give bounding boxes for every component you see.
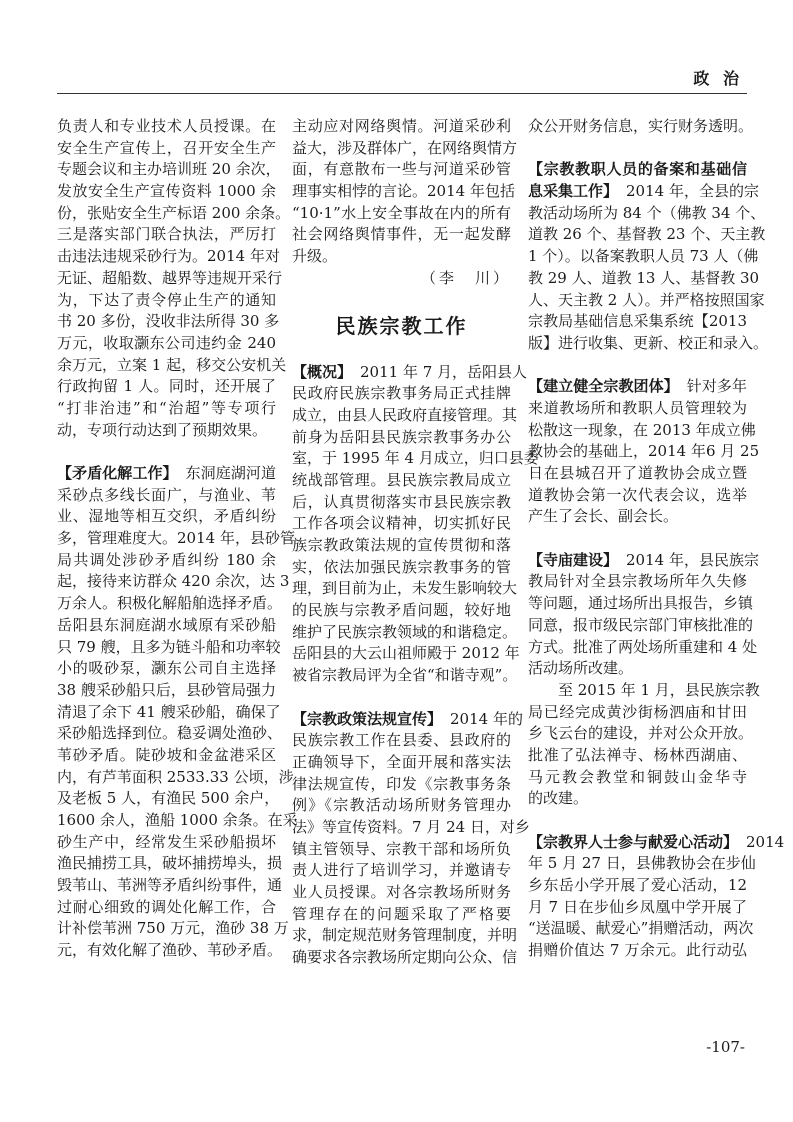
text-line: 民族宗教工作在县委、县政府的 bbox=[292, 731, 511, 750]
text-line: 业人员授课。对各宗教场所财务 bbox=[292, 883, 511, 901]
text-line: 确要求各宗教场所定期向公众、信 bbox=[292, 948, 518, 967]
paragraph-text: 2014 年，全县的宗 bbox=[626, 182, 759, 201]
paragraph-heading: 【宗教教职人员的备案和基础信 bbox=[528, 160, 747, 179]
paragraph-text: 2014 年的 bbox=[450, 709, 523, 728]
section-heading bbox=[292, 312, 511, 340]
text-line: 方式。批准了两处场所重建和 4 处 bbox=[528, 637, 758, 656]
paragraph bbox=[528, 680, 760, 810]
text-line: 后，认真贯彻落实市县民族宗教 bbox=[292, 492, 511, 511]
text-line: 人、天主教 2 人）。并严格按照国家 bbox=[528, 290, 765, 309]
paragraph bbox=[528, 159, 769, 354]
text-line: “打非治违”和“治超”等专项行 bbox=[57, 398, 276, 417]
text-line: 捐赠价值达 7 万余元。此行动弘 bbox=[528, 941, 747, 960]
text-line: 1600 余人，渔船 1000 余条。在采 bbox=[57, 811, 298, 829]
text-line: 为，下达了责令停止生产的通知 bbox=[57, 290, 276, 309]
text-line: 实，依法加强民族宗教事务的管 bbox=[292, 557, 511, 576]
text-line: 的民族与宗教矛盾问题，较好地 bbox=[292, 601, 511, 620]
text-line: 专题会议和主办培训班 20 余次， bbox=[57, 160, 281, 179]
text-line: 局共调处涉砂矛盾纠纷 180 余 bbox=[57, 550, 276, 569]
text-line: 发放安全生产宣传资料 1000 余 bbox=[57, 182, 276, 201]
text-line: 活动场所改建。 bbox=[528, 659, 634, 678]
paragraph-text: 东洞庭湖河道 bbox=[185, 464, 276, 482]
text-line: 来道教场所和教职人员管理较为 bbox=[528, 398, 747, 417]
paragraph-heading: 【概况】 bbox=[292, 362, 353, 381]
text-line bbox=[528, 832, 785, 854]
text-line: 余万元，立案 1 起，移交公安机关 bbox=[57, 355, 287, 374]
text-line: 责人进行了培训学习，并邀请专 bbox=[292, 861, 511, 880]
text-line: 族宗教政策法规的宣传贯彻和落 bbox=[292, 536, 511, 554]
text-line: 民族宗教工作 bbox=[335, 313, 468, 338]
text-line: 至 2015 年 1 月，县民族宗教 bbox=[558, 680, 760, 699]
paragraph-heading: 息采集工作】 bbox=[528, 182, 619, 201]
text-line: 渔民捕捞工具，破坏捕捞埠头，损 bbox=[57, 854, 283, 873]
text-line: 的改建。 bbox=[528, 789, 589, 808]
text-line bbox=[528, 376, 747, 398]
text-line: 等问题，通过场所出具报告，乡镇 bbox=[528, 594, 754, 613]
text-line: 1 个）。以备案教职人员 73 人（佛 bbox=[528, 247, 759, 266]
paragraph bbox=[528, 832, 785, 962]
paragraph-heading: 【矛盾化解工作】 bbox=[57, 464, 178, 482]
paragraph bbox=[528, 116, 754, 138]
paragraph-heading: 【寺庙建设】 bbox=[528, 550, 619, 569]
text-line: 维护了民族宗教领域的和谐稳定。 bbox=[292, 622, 518, 641]
text-line: 采砂点多线长面广，与渔业、苇 bbox=[57, 485, 276, 504]
paragraph-heading: 【建立健全宗教团体】 bbox=[528, 377, 679, 396]
text-line: 动，专项行动达到了预期效果。 bbox=[57, 420, 268, 439]
text-line: 教活动场所为 84 个（佛教 34 个、 bbox=[528, 203, 766, 222]
text-line: 版】进行收集、更新、校正和录入。 bbox=[528, 333, 769, 352]
text-line: 前身为岳阳县民族宗教事务办公 bbox=[292, 427, 511, 446]
text-line: 苇砂矛盾。陡砂坡和金盆港采区 bbox=[57, 745, 276, 764]
text-line: 升级。 bbox=[292, 247, 338, 266]
text-line: 乡飞云台的建设，并对公众开放。 bbox=[528, 724, 754, 743]
text-line: 松散这一现象，在 2013 年成立佛 bbox=[528, 420, 756, 439]
text-line: 起，接待来访群众 420 余次，达 3 bbox=[57, 572, 290, 591]
text-line: 月 7 日在步仙乡凤凰中学开展了 bbox=[528, 897, 747, 916]
text-line: 镇主管领导、宗教干部和场所负 bbox=[292, 839, 511, 858]
text-line: 教 29 人、道教 13 人、基督教 30 bbox=[528, 268, 760, 287]
paragraph bbox=[292, 709, 530, 969]
page-number: -107- bbox=[706, 1038, 745, 1056]
text-line: 成立，由县人民政府直接管理。其 bbox=[292, 405, 518, 424]
text-line: 过耐心细致的调处化解工作，合 bbox=[57, 897, 276, 916]
text-line: 同意，报市级民宗部门审核批准的 bbox=[528, 615, 754, 634]
text-line: 社会网络舆情事件，无一起发酵 bbox=[292, 225, 511, 244]
text-line: 计补偿苇洲 750 万元，渔砂 38 万 bbox=[57, 919, 289, 938]
text-line: 工作各项会议精神，切实抓好民 bbox=[292, 514, 511, 533]
text-line: 业、湿地等相互交织，矛盾纠纷 bbox=[57, 507, 276, 526]
text-line: 马元教会教堂和铜鼓山金华寺 bbox=[528, 767, 747, 786]
text-line: 38 艘采砂船只后，县砂管局强力 bbox=[57, 680, 276, 699]
text-line: 宗教局基础信息采集系统【2013 bbox=[528, 312, 747, 331]
text-line: 主动应对网络舆情。河道采砂利 bbox=[292, 117, 511, 135]
text-line: 份，张贴安全生产标语 200 余条。 bbox=[57, 203, 291, 222]
text-line: 道教 26 个、基督教 23 个、天主教 bbox=[528, 225, 766, 244]
text-line: 局已经完成黄沙街杨泗庙和甘田 bbox=[528, 702, 747, 721]
text-line bbox=[292, 709, 523, 731]
text-line: 书 20 多份，没收非法所得 30 多 bbox=[57, 312, 280, 331]
text-line bbox=[528, 159, 747, 181]
text-line: 砂生产中，经常发生采砂船损坏 bbox=[57, 832, 276, 851]
text-line: 管理存在的问题采取了严格要 bbox=[292, 904, 511, 923]
text-line: 采砂船选择到位。稳妥调处渔砂、 bbox=[57, 724, 283, 743]
text-line bbox=[528, 550, 759, 572]
text-line: 产生了会长、副会长。 bbox=[528, 507, 679, 526]
column-1 bbox=[57, 116, 298, 962]
text-line: 清退了余下 41 艘采砂船，确保了 bbox=[57, 702, 281, 721]
paragraph-heading: 【宗教政策法规宣传】 bbox=[292, 709, 443, 728]
text-line: 万余人。积极化解船舶选择矛盾。 bbox=[57, 594, 283, 613]
text-line: 岳阳县东洞庭湖水域原有采砂船 bbox=[57, 615, 276, 634]
text-line: 只 79 艘，且多为链斗船和功率较 bbox=[57, 637, 281, 656]
text-line: 多，管理难度大。2014 年，县砂管 bbox=[57, 529, 295, 548]
text-line: 日在县城召开了道教协会成立暨 bbox=[528, 464, 747, 482]
column-3 bbox=[528, 116, 785, 962]
text-line: 无证、超船数、越界等违规开采行 bbox=[57, 268, 283, 287]
text-line: 例》《宗教活动场所财务管理办 bbox=[292, 796, 511, 815]
text-line: 内，有芦苇面积 2533.33 公顷，涉 bbox=[57, 767, 294, 786]
running-header bbox=[57, 62, 747, 94]
text-line: 理，到目前为止，未发生影响较大 bbox=[292, 579, 518, 598]
text-line: 面，有意散布一些与河道采砂管 bbox=[292, 160, 511, 179]
text-line: （李 川） bbox=[420, 268, 511, 287]
text-line: 法》等宣传资料。7 月 24 日，对乡 bbox=[292, 817, 530, 836]
text-line: 道教协会第一次代表会议，选举 bbox=[528, 485, 747, 504]
text-line bbox=[57, 463, 276, 485]
text-line: 毁苇山、苇洲等矛盾纠纷事件，通 bbox=[57, 876, 283, 895]
text-line: 安全生产宣传上，召开安全生产 bbox=[57, 138, 276, 157]
author-credit bbox=[292, 268, 511, 290]
text-line bbox=[528, 181, 759, 203]
text-line: 求，制定规范财务管理制度，并明 bbox=[292, 926, 518, 945]
text-line: “送温暖、献爱心”捐赠活动，两次 bbox=[528, 919, 754, 938]
paragraph bbox=[292, 116, 518, 268]
text-line: 岳阳县的大云山祖师殿于 2012 年 bbox=[292, 644, 520, 663]
text-line: 教局针对全县宗教场所年久失修 bbox=[528, 572, 747, 591]
column-2 bbox=[292, 116, 539, 969]
text-line: 负责人和专业技术人员授课。在 bbox=[57, 117, 276, 135]
text-line: 益大，涉及群体广，在网络舆情方 bbox=[292, 138, 518, 157]
paragraph bbox=[528, 550, 759, 680]
paragraph-text: 2014 年，县民族宗 bbox=[626, 550, 759, 569]
text-line: 室，于 1995 年 4 月成立，归口县委 bbox=[292, 449, 539, 468]
text-line: 被省宗教局评为全省“和谐寺观”。 bbox=[292, 666, 518, 685]
text-line: 小的吸砂泵，灏东公司自主选择 bbox=[57, 659, 276, 678]
section-title: 政 治 bbox=[693, 69, 743, 88]
text-line: 统战部管理。县民族宗教局成立 bbox=[292, 470, 511, 489]
text-line: 民政府民族宗教事务局正式挂牌 bbox=[292, 384, 511, 403]
text-line: 万元，收取灏东公司违约金 240 bbox=[57, 333, 276, 352]
paragraph bbox=[57, 463, 298, 962]
text-line: 理事实相悖的言论。2014 年包括 bbox=[292, 182, 515, 201]
text-line: 及老板 5 人，有渔民 500 余户， bbox=[57, 789, 280, 808]
text-line: 击违法违规采砂行为。2014 年对 bbox=[57, 247, 280, 266]
text-line: 元，有效化解了渔砂、苇砂矛盾。 bbox=[57, 941, 283, 960]
paragraph-text: 2011 年 7 月，岳阳县人 bbox=[360, 362, 528, 381]
text-line: 三是落实部门联合执法，严厉打 bbox=[57, 225, 276, 244]
text-line: 正确领导下，全面开展和落实法 bbox=[292, 752, 511, 771]
text-line: “10·1”水上安全事故在内的所有 bbox=[292, 203, 511, 222]
text-line: 年 5 月 27 日，县佛教协会在步仙 bbox=[528, 854, 756, 873]
text-line: 教协会的基础上，2014 年6 月 25 bbox=[528, 442, 760, 461]
paragraph bbox=[57, 116, 291, 441]
paragraph bbox=[528, 376, 760, 528]
paragraph-text: 针对多年 bbox=[686, 377, 747, 396]
text-line: 批准了弘法禅寺、杨林西湖庙、 bbox=[528, 745, 747, 764]
paragraph-text: 2014 bbox=[746, 832, 785, 851]
text-line: 行政拘留 1 人。同时，还开展了 bbox=[57, 377, 276, 396]
text-line: 众公开财务信息，实行财务透明。 bbox=[528, 117, 754, 135]
paragraph-heading: 【宗教界人士参与献爱心活动】 bbox=[528, 832, 739, 851]
text-line: 乡东岳小学开展了爱心活动，12 bbox=[528, 876, 747, 895]
paragraph bbox=[292, 362, 539, 687]
text-line bbox=[292, 362, 528, 384]
text-line: 律法规宣传，印发《宗教事务条 bbox=[292, 774, 511, 793]
